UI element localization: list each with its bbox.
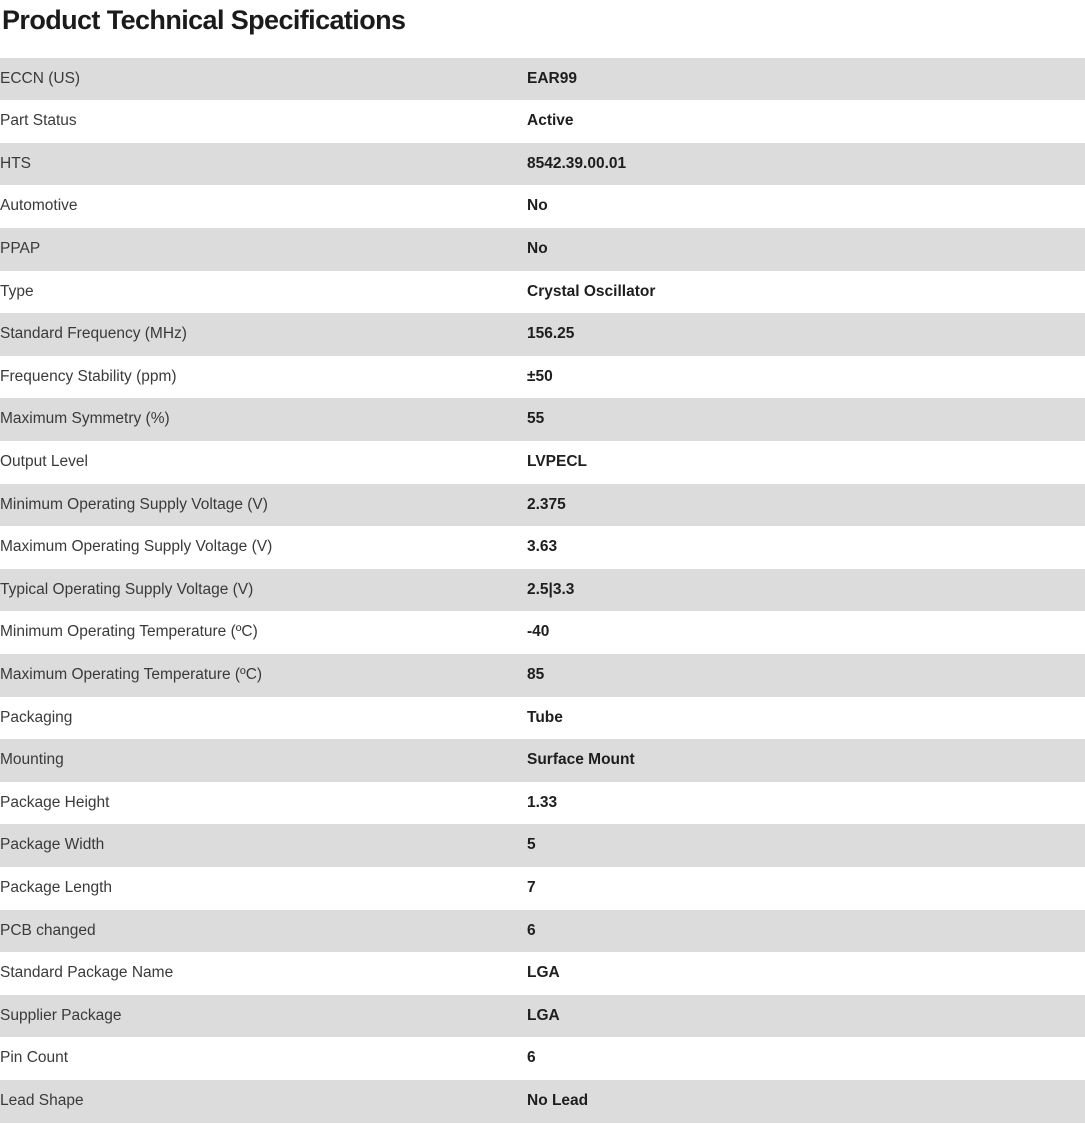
spec-value: No — [527, 240, 548, 258]
spec-value: 3.63 — [527, 538, 558, 556]
spec-label: Maximum Symmetry (%) — [0, 410, 170, 428]
spec-value: LGA — [527, 1006, 560, 1024]
table-row — [0, 185, 1085, 228]
spec-label: Frequency Stability (ppm) — [0, 367, 177, 385]
table-row — [0, 1037, 1085, 1080]
spec-value: Surface Mount — [527, 751, 635, 769]
spec-value: Crystal Oscillator — [527, 282, 656, 300]
spec-label: HTS — [0, 154, 31, 172]
spec-value: EAR99 — [527, 69, 577, 87]
table-row — [0, 611, 1085, 654]
spec-label: Maximum Operating Supply Voltage (V) — [0, 538, 273, 556]
spec-value: 5 — [527, 836, 536, 854]
spec-label: Type — [0, 282, 34, 300]
spec-label: Minimum Operating Supply Voltage (V) — [0, 495, 268, 513]
spec-value: 156.25 — [527, 325, 575, 343]
spec-value: 6 — [527, 1049, 536, 1067]
spec-value: 2.375 — [527, 495, 566, 513]
spec-label: Lead Shape — [0, 1091, 84, 1109]
table-row — [0, 398, 1085, 441]
spec-label: Mounting — [0, 751, 64, 769]
spec-value: Active — [527, 112, 574, 130]
spec-value: LGA — [527, 964, 560, 982]
spec-label: Package Length — [0, 878, 113, 896]
spec-label: Package Width — [0, 836, 105, 854]
table-row — [0, 824, 1085, 867]
spec-label: Minimum Operating Temperature (ºC) — [0, 623, 258, 641]
specifications-table-body — [0, 58, 1085, 1123]
spec-label: Packaging — [0, 708, 73, 726]
spec-value: ±50 — [527, 367, 553, 385]
table-row — [0, 356, 1085, 399]
table-row — [0, 654, 1085, 697]
table-row — [0, 58, 1085, 101]
spec-value: 6 — [527, 921, 536, 939]
table-row — [0, 995, 1085, 1038]
spec-label: Standard Frequency (MHz) — [0, 325, 187, 343]
table-row — [0, 782, 1085, 825]
spec-label: Typical Operating Supply Voltage (V) — [0, 580, 254, 598]
spec-value: -40 — [527, 623, 550, 641]
table-row — [0, 739, 1085, 782]
table-row — [0, 526, 1085, 569]
table-row — [0, 271, 1085, 314]
spec-label: Standard Package Name — [0, 964, 174, 982]
spec-label: Supplier Package — [0, 1006, 122, 1024]
spec-value: No Lead — [527, 1091, 589, 1109]
spec-value: LVPECL — [527, 453, 587, 471]
spec-label: Pin Count — [0, 1049, 69, 1067]
table-row — [0, 569, 1085, 612]
spec-label: PCB changed — [0, 921, 96, 939]
table-row — [0, 100, 1085, 143]
spec-label: ECCN (US) — [0, 69, 81, 87]
table-row — [0, 228, 1085, 271]
spec-value: 2.5|3.3 — [527, 580, 575, 598]
spec-label: Part Status — [0, 112, 77, 130]
table-row — [0, 867, 1085, 910]
spec-value: Tube — [527, 708, 563, 726]
table-row — [0, 697, 1085, 740]
spec-label: Package Height — [0, 793, 110, 811]
page-title: Product Technical Specifications — [2, 5, 406, 35]
table-row — [0, 441, 1085, 484]
spec-value: 1.33 — [527, 793, 558, 811]
specifications-table — [0, 58, 1085, 1123]
spec-label: Output Level — [0, 453, 88, 471]
table-row — [0, 313, 1085, 356]
table-row — [0, 952, 1085, 995]
table-row — [0, 1080, 1085, 1123]
spec-value: 55 — [527, 410, 545, 428]
spec-label: PPAP — [0, 240, 41, 258]
table-row — [0, 143, 1085, 186]
spec-label: Automotive — [0, 197, 78, 215]
spec-value: No — [527, 197, 548, 215]
spec-value: 8542.39.00.01 — [527, 154, 627, 172]
spec-value: 7 — [527, 878, 536, 896]
table-row — [0, 484, 1085, 527]
spec-value: 85 — [527, 666, 545, 683]
table-row — [0, 910, 1085, 953]
spec-label: Maximum Operating Temperature (ºC) — [0, 666, 263, 683]
